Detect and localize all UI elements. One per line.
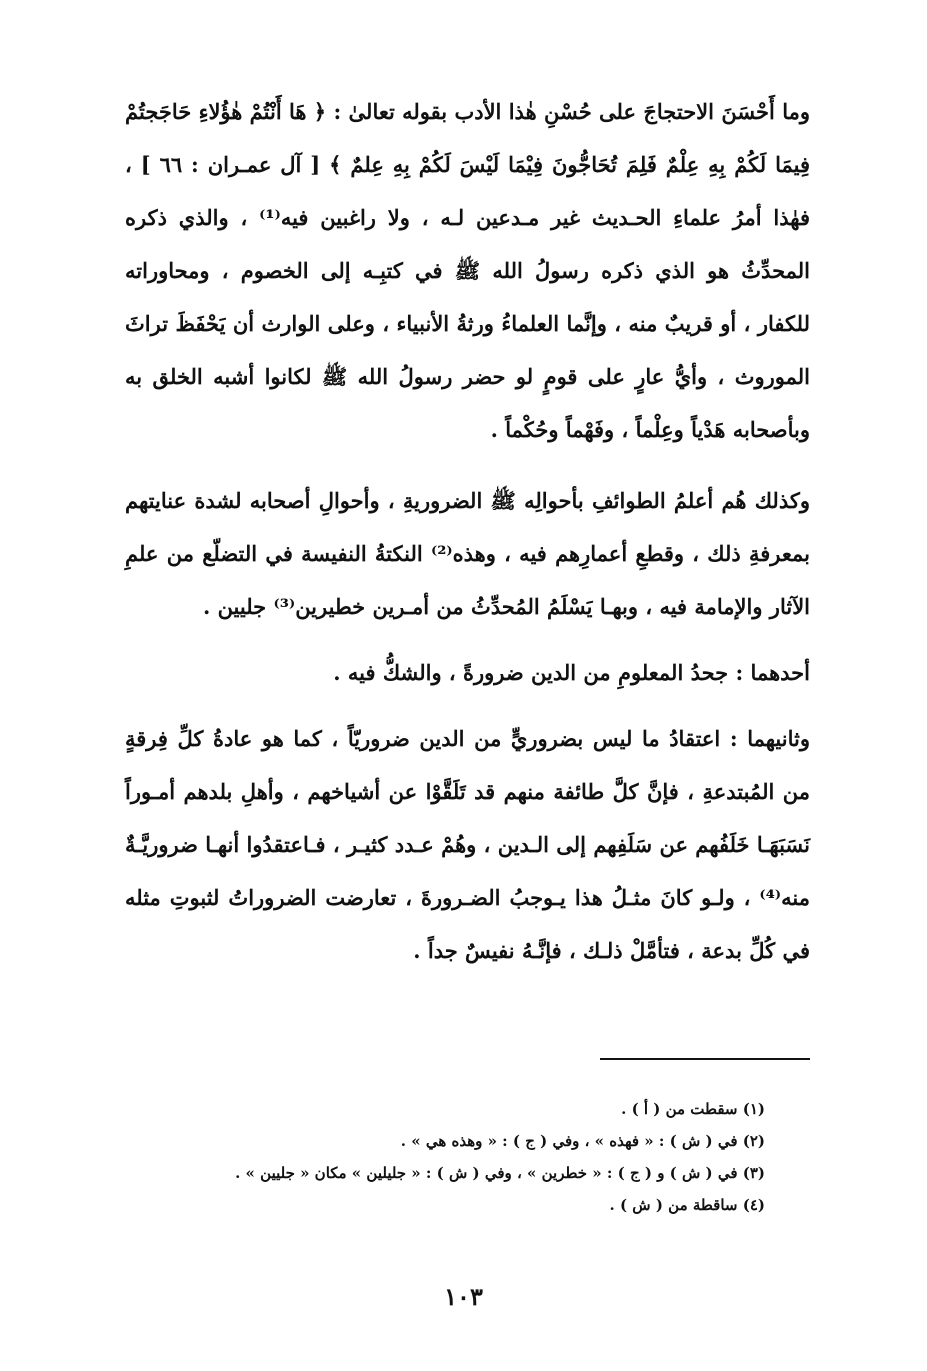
footnote-divider (600, 1058, 810, 1060)
item-second-lead: وثانيهما : (729, 726, 810, 751)
item-first-text: جحدُ المعلومِ من الدين ضرورةً ، والشكُّ فيه . (333, 660, 736, 685)
footnote-3: (٣) في ( ش ) و ( ج ) : « خطرين » ، وفي ( ش ) : « جليلين » مكان « جليين » . (235, 1164, 765, 1182)
item-second-text: اعتقادُ ما ليس بضروريٍّ من الدين ضروريّاً ، كما هو عادةُ كلِّ فِرقةٍ من المُبتدعةِ ، فإنَّ كلَّ طائفة منهم قد تَلَقَّوْا عن أشياخهم ، وأهلِ بلدهم أمـوراً نَسَبَهَـا خَلَفُهم عن سَلَفِهم إلى الـدين ، وهُمْ عـدد كثيـر ، فـاعتقدُوا أنهـا ضروريَّـةٌ منه⁽⁴⁾ ، ولـو كانَ مثـلُ هذا يـوجبُ الضـرورةَ ، تعارضت الضروراتُ لثبوتِ مثله في كُلِّ بدعة ، فتأمَّلْ ذلـك ، فإنَّـهُ نفيسٌ جداً . (125, 726, 810, 963)
item-second (125, 712, 810, 977)
item-first (125, 646, 810, 699)
footnote-2: (٢) في ( ش ) : « فهذه » ، وفي ( ج ) : « وهذه هي » . (400, 1132, 765, 1150)
item-first-lead: أحدهما : (735, 660, 810, 685)
main-text (125, 85, 810, 977)
paragraph-1: وما أَحْسَنَ الاحتجاجَ على حُسْنِ هٰذا الأدب بقوله تعالىٰ : ﴿ هَا أَنْتُمْ هٰؤُلاءِ حَاجَجتُمْ فِيمَا لَكُمْ بِهِ عِلْمٌ فَلِمَ تُحَاجُّونَ فِيْمَا لَيْسَ لَكُمْ بِهِ عِلمٌ ﴾ [ آل عمـران : ٦٦ ] ، فهٰذا أمرُ علماءِ الحـديث غير مـدعين لـه ، ولا راغبين فيه⁽¹⁾ ، والذي ذكره المحدِّثُ هو الذي ذكره رسولُ الله ﷺ في كتبِـه إلى الخصوم ، ومحاوراته للكفار ، أو قريبٌ منه ، وإنَّما العلماءُ ورثةُ الأنبياء ، وعلى الوارث أن يَحْفَظَ تراثَ الموروث ، وأيُّ عارٍ على قومٍ لو حضر رسولُ الله ﷺ لكانوا أشبه الخلق به وبأصحابه هَدْياً وعِلْماً ، وفَهْماً وحُكْماً . (125, 99, 810, 442)
paragraph-2: وكذلك هُم أعلمُ الطوائفِ بأحوالِه ﷺ الضروريةِ ، وأحوالِ أصحابه لشدة عنايتهم بمعرفةِ ذلك ، وقطعِ أعمارِهم فيه ، وهذه⁽²⁾ النكتةُ النفيسة في التضلّع من علمِ الآثار والإمامة فيه ، وبهـا يَسْلَمُ المُحدِّثُ من أمـرين خطيرين⁽³⁾ جليين . (125, 488, 810, 619)
footnotes (125, 1093, 765, 1221)
footnote-4: (٤) ساقطة من ( ش ) . (609, 1196, 765, 1214)
footnote-1: (١) سقطت من ( أ ) . (621, 1100, 765, 1118)
page-number: ١٠٣ (444, 1282, 483, 1311)
